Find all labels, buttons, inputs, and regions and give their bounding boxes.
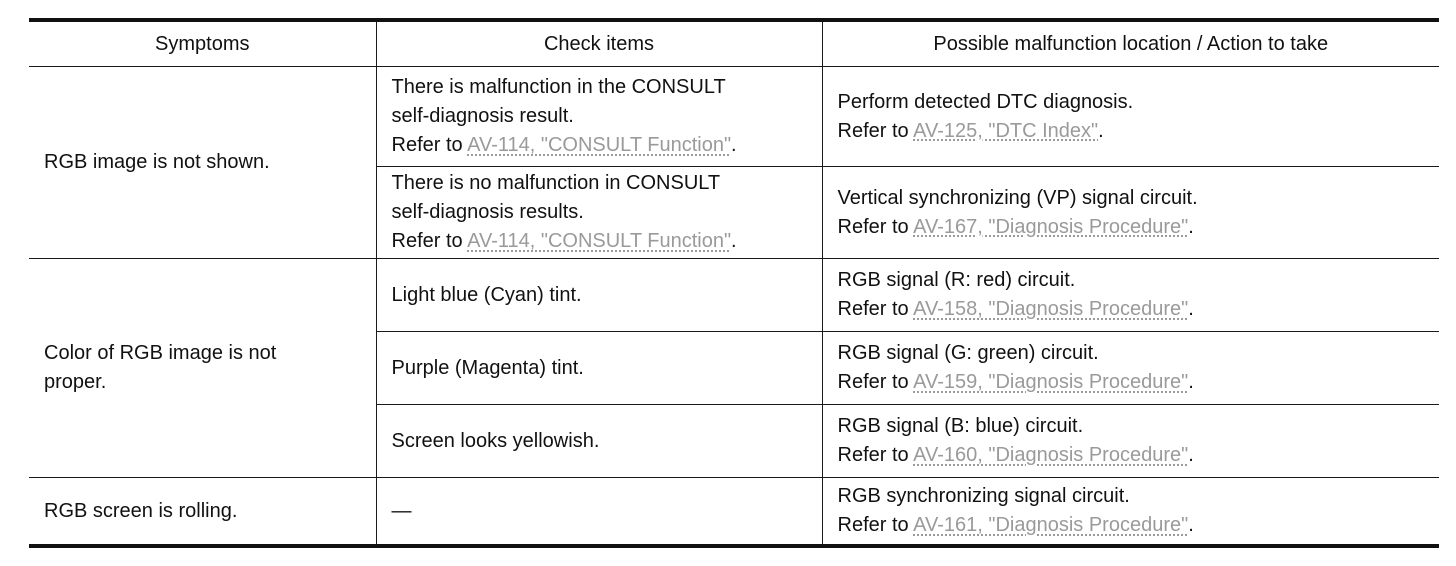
check-cell [376, 67, 822, 167]
reference-link[interactable]: AV-167, "Diagnosis Procedure" [913, 215, 1189, 238]
symptom-text: RGB image is not shown. [44, 151, 270, 173]
refer-line [838, 441, 1426, 470]
reference-link[interactable]: AV-160, "Diagnosis Procedure" [913, 444, 1189, 466]
check-cell [376, 332, 822, 405]
header-action: Possible malfunction location / Action to take [822, 20, 1439, 67]
check-cell [376, 405, 822, 478]
action-text: Vertical synchronizing (VP) signal circuit. [837, 186, 1198, 209]
table-row [29, 259, 1439, 332]
refer-suffix: . [1188, 514, 1194, 536]
refer-prefix: Refer to [837, 215, 914, 238]
table-header-row [29, 20, 1439, 67]
symptom-cell [29, 478, 376, 547]
check-text: Screen looks yellowish. [391, 429, 600, 452]
symptom-text: Color of RGB image is not [44, 342, 277, 364]
reference-link[interactable]: AV-114, "CONSULT Function" [467, 134, 732, 156]
action-text: RGB signal (B: blue) circuit. [837, 415, 1084, 437]
refer-suffix: . [1188, 298, 1194, 320]
refer-prefix: Refer to [837, 371, 914, 393]
table-row [29, 67, 1439, 167]
action-text: RGB synchronizing signal circuit. [837, 485, 1130, 507]
check-text: self-diagnosis result. [391, 105, 574, 127]
action-cell [822, 67, 1439, 167]
symptom-cell [29, 259, 376, 478]
check-cell [376, 167, 822, 259]
reference-link[interactable]: AV-125, "DTC Index" [913, 119, 1099, 142]
check-text: — [391, 499, 412, 522]
reference-link[interactable]: AV-158, "Diagnosis Procedure" [913, 298, 1189, 320]
refer-suffix: . [731, 230, 737, 252]
check-cell [376, 478, 822, 547]
check-text: There is malfunction in the CONSULT [391, 76, 726, 98]
refer-line [838, 511, 1426, 540]
check-text: self-diagnosis results. [391, 201, 584, 223]
action-cell [822, 405, 1439, 478]
action-text: RGB signal (R: red) circuit. [837, 269, 1076, 291]
check-text: There is no malfunction in CONSULT [391, 172, 721, 194]
refer-line [838, 368, 1426, 397]
table-row [29, 478, 1439, 547]
refer-line [838, 295, 1426, 324]
refer-prefix: Refer to [391, 134, 468, 156]
action-cell [822, 259, 1439, 332]
reference-link[interactable]: AV-161, "Diagnosis Procedure" [913, 514, 1189, 536]
header-symptoms: Symptoms [29, 20, 376, 67]
action-cell [822, 332, 1439, 405]
refer-line [392, 227, 808, 256]
check-cell [376, 259, 822, 332]
refer-prefix: Refer to [391, 230, 468, 252]
check-text: Light blue (Cyan) tint. [391, 283, 582, 306]
refer-prefix: Refer to [837, 514, 914, 536]
reference-link[interactable]: AV-114, "CONSULT Function" [467, 230, 732, 252]
action-cell [822, 478, 1439, 547]
symptom-text: proper. [44, 371, 107, 393]
refer-suffix: . [1098, 119, 1104, 142]
action-text: RGB signal (G: green) circuit. [837, 342, 1099, 364]
symptom-text: RGB screen is rolling. [44, 499, 238, 522]
refer-prefix: Refer to [837, 444, 914, 466]
symptom-table [29, 18, 1439, 548]
refer-prefix: Refer to [837, 298, 914, 320]
action-cell [822, 167, 1439, 259]
refer-suffix: . [1188, 215, 1194, 238]
refer-line [838, 213, 1426, 242]
symptom-cell [29, 67, 376, 259]
refer-suffix: . [1188, 371, 1194, 393]
refer-line [392, 131, 808, 160]
header-check-items: Check items [376, 20, 822, 67]
reference-link[interactable]: AV-159, "Diagnosis Procedure" [913, 371, 1189, 393]
refer-suffix: . [731, 134, 737, 156]
action-text: Perform detected DTC diagnosis. [837, 90, 1134, 113]
refer-suffix: . [1188, 444, 1194, 466]
refer-line [838, 117, 1426, 146]
refer-prefix: Refer to [837, 119, 914, 142]
check-text: Purple (Magenta) tint. [391, 356, 584, 379]
